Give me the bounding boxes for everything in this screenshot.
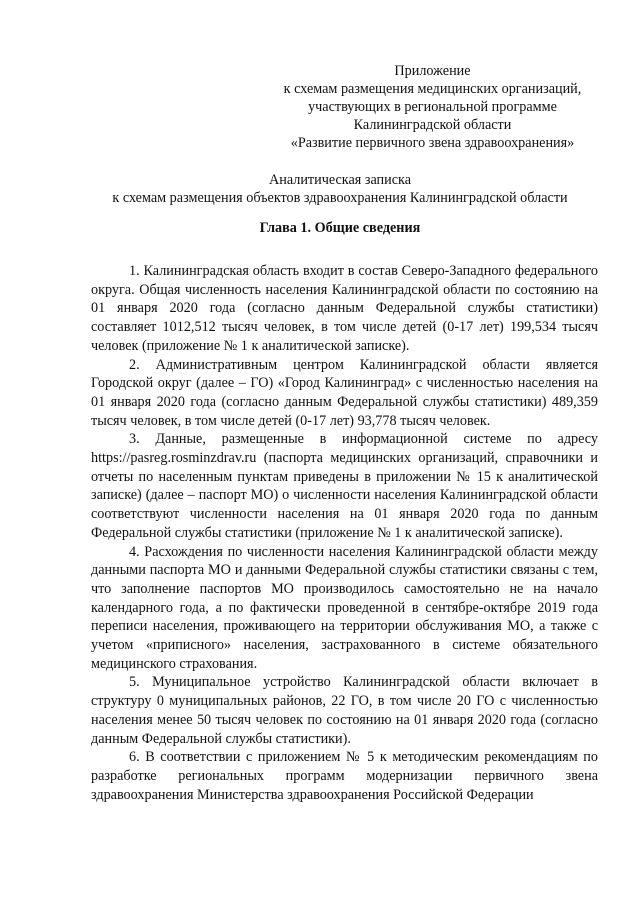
appendix-line: участвующих в региональной программе xyxy=(308,99,557,115)
paragraph-3: 3. Данные, размещенные в информационной системе по адресу https://pasreg.rosminzdrav.ru (паспорта медицинских организаций, справочники и отчеты по населенным пунктам приведены в приложении № 15 к аналитической записке) (далее – паспорт МО) о численности населения Калининградской области соответствуют численности населения на 01 января 2020 года по данным Федеральной службы статистики (приложение № 1 к аналитической записке). xyxy=(91,431,598,541)
appendix-line: Приложение xyxy=(394,63,471,79)
paragraph-6: 6. В соответствии с приложением № 5 к методическим рекомендациям по разработке региональных программ модернизации первичного звена здравоохранения Министерства здравоохранения Российской Федерации xyxy=(91,749,598,803)
paragraph-2: 2. Административным центром Калининградской области является Городской округ (далее – ГО) «Город Калининград» с численностью населения на 01 января 2020 года (согласно данным Федеральной службы статистики) 489,359 тысяч человек, в том числе детей (0-17 лет) 93,778 тысяч человек. xyxy=(91,356,598,429)
chapter-heading: Глава 1. Общие сведения xyxy=(259,220,421,236)
paragraph-1: 1. Калининградская область входит в состав Северо-Западного федерального округа. Общая численность населения Калининградской области по состоянию на 01 января 2020 года (согласно данным Федеральной службы статистики) составляет 1012,512 тысяч человек, в том числе детей (0-17 лет) 199,534 тысяч человек (приложение № 1 к аналитической записке). xyxy=(91,263,598,354)
appendix-line: Калининградской области xyxy=(353,117,512,133)
paragraph-4: 4. Расхождения по численности населения Калининградской области между данными паспорта МО и данными Федеральной службы статистики связаны с тем, что заполнение паспортов МО производилось самостоятельно не на начало календарного года, а по фактически проведенной в сентябре-октябре 2019 года переписи населения, проживающего на территории обслуживания МО, а также с учетом «приписного» населения, застрахованного в системе обязательного медицинского страхования. xyxy=(91,543,598,672)
appendix-line: к схемам размещения медицинских организаций, xyxy=(283,81,582,97)
document-body xyxy=(91,262,598,804)
appendix-line: «Развитие первичного звена здравоохранения» xyxy=(290,135,575,151)
appendix-header xyxy=(255,62,610,152)
paragraph-5: 5. Муниципальное устройство Калининградской области включает в структуру 0 муниципальных районов, 22 ГО, в том числе 20 ГО с численностью населения менее 50 тысяч человек по состоянию на 01 января 2020 года (согласно данным Федеральной службы статистики). xyxy=(91,674,598,747)
note-title-line: Аналитическая записка xyxy=(268,172,412,188)
note-title-line: к схемам размещения объектов здравоохранения Калининградской области xyxy=(112,190,568,206)
note-title xyxy=(60,171,620,207)
